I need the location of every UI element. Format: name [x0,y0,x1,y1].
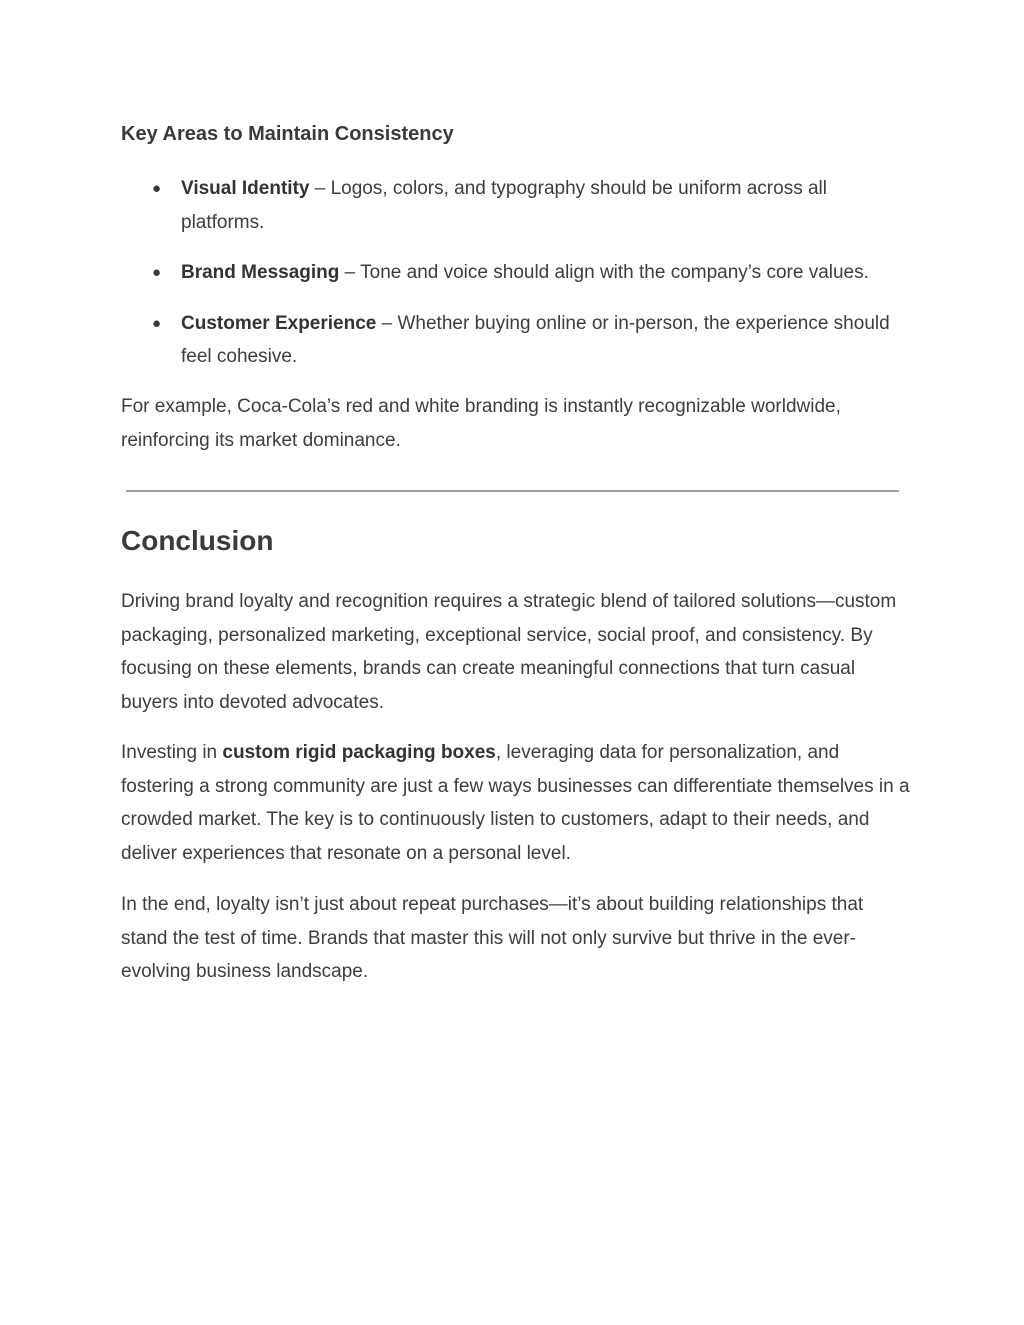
bullet-icon: ● [152,314,162,332]
list-item [121,172,911,239]
paragraph-text: , leveraging data for personalization, and fostering a strong community are just a few ways businesses can differentiate themselves in a crowded market. The key is to continuously listen to customers, adapt to their needs, and deliver experiences that resonate on a personal level. [121,742,910,864]
conclusion-heading: Conclusion [121,525,274,556]
conclusion-paragraph-3: In the end, loyalty isn’t just about repeat purchases—it’s about building relationships that stand the test of time. Brands that master this will not only survive but thrive in the ever-evolving business landscape. [121,894,864,983]
consistency-list [121,172,911,391]
item-text: – Tone and voice should align with the company’s core values. [339,262,869,284]
section-subheading: Key Areas to Maintain Consistency [121,123,454,145]
example-paragraph: For example, Coca-Cola’s red and white branding is instantly recognizable worldwide, reinforcing its market dominance. [121,396,841,451]
bold-phrase: custom rigid packaging boxes [222,742,496,763]
paragraph-text: Investing in [121,742,223,763]
conclusion-paragraph-1: Driving brand loyalty and recognition requires a strategic blend of tailored solutions—custom packaging, personalized marketing, exceptional service, social proof, and consistency. By focusing on these elements, brands can create meaningful connections that turn casual buyers into devoted advocates. [121,591,897,713]
bullet-icon: ● [152,264,162,282]
section-divider [126,490,899,492]
item-text: – Logos, colors, and typography should be uniform across all platforms. [181,178,827,233]
conclusion-paragraph-2 [121,736,911,870]
item-term: Customer Experience [181,312,377,334]
list-item [121,307,911,374]
item-text: – Whether buying online or in-person, the experience should feel cohesive. [181,312,890,368]
bullet-icon: ● [152,180,162,197]
item-term: Brand Messaging [181,262,340,284]
list-item [121,256,911,290]
item-term: Visual Identity [181,178,310,199]
